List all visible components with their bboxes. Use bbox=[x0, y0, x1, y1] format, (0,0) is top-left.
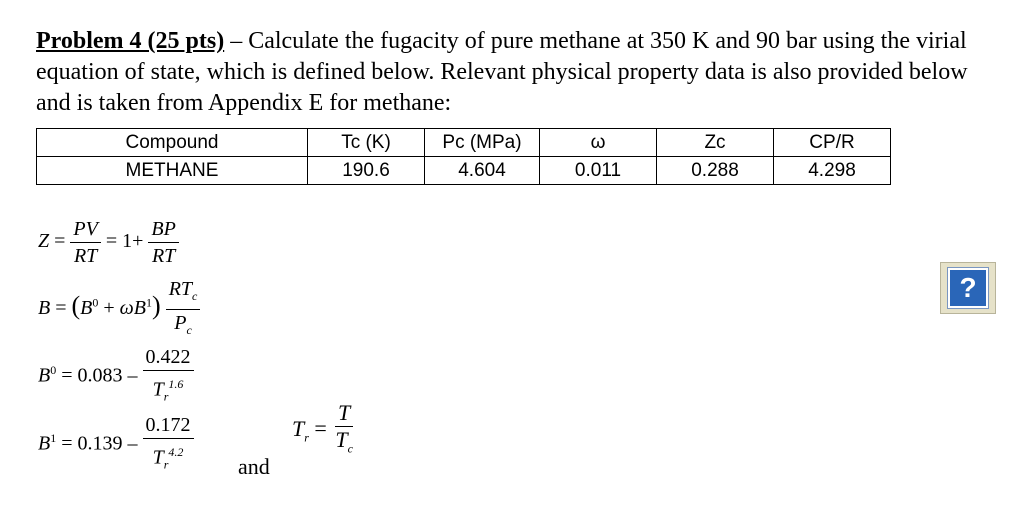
col-cpr: CP/R bbox=[774, 129, 891, 157]
equation-b1: $B^1 = 0.139$ – $\frac{0.172}{T_r^{4.2}}$ bbox=[38, 414, 194, 476]
col-zc: Zc bbox=[657, 129, 774, 157]
help-icon: ? bbox=[948, 268, 988, 308]
table-row bbox=[37, 157, 891, 185]
col-omega: ω bbox=[540, 129, 657, 157]
b0-numerator: 0.422 bbox=[143, 346, 194, 371]
cell-tc: 190.6 bbox=[308, 157, 425, 185]
problem-text: – Calculate the fugacity of pure methane at 350 K and 90 bar using the virial equation of state, which is defined below. Relevant physical property data is also provided below and is taken from Appendix E for methane: bbox=[36, 28, 968, 116]
cell-zc: 0.288 bbox=[657, 157, 774, 185]
equation-b0: $B^0 = 0.083$ – $\frac{0.422}{T_r^{1.6}}$ bbox=[38, 346, 194, 408]
problem-statement bbox=[36, 26, 976, 119]
table-header-row bbox=[37, 129, 891, 157]
equation-b: $B = (B^0 + \omega B^1)$ $\frac{RT_c}{P_c}$ bbox=[38, 278, 200, 341]
b1-numerator: 0.172 bbox=[143, 414, 194, 439]
cell-pc: 4.604 bbox=[425, 157, 540, 185]
col-tc: Tc (K) bbox=[308, 129, 425, 157]
cell-cpr: 4.298 bbox=[774, 157, 891, 185]
cell-omega: 0.011 bbox=[540, 157, 657, 185]
b1-exponent: 4.2 bbox=[168, 445, 184, 459]
b0-exponent: 1.6 bbox=[168, 377, 184, 391]
b0-constant: 0.083 bbox=[77, 364, 123, 387]
equation-tr: $T_r$ = $\frac{T}{T_c}$ bbox=[292, 400, 353, 456]
and-text: and bbox=[238, 454, 270, 479]
help-button[interactable] bbox=[940, 262, 996, 314]
equation-z: Z = $\frac{PV}{RT}$ = 1+ $\frac{BP}{RT}$ bbox=[38, 218, 179, 267]
problem-title: Problem 4 (25 pts) bbox=[36, 28, 225, 54]
col-pc: Pc (MPa) bbox=[425, 129, 540, 157]
property-table bbox=[36, 128, 891, 185]
cell-compound: METHANE bbox=[37, 157, 308, 185]
b1-constant: 0.139 bbox=[77, 432, 123, 455]
col-compound: Compound bbox=[37, 129, 308, 157]
